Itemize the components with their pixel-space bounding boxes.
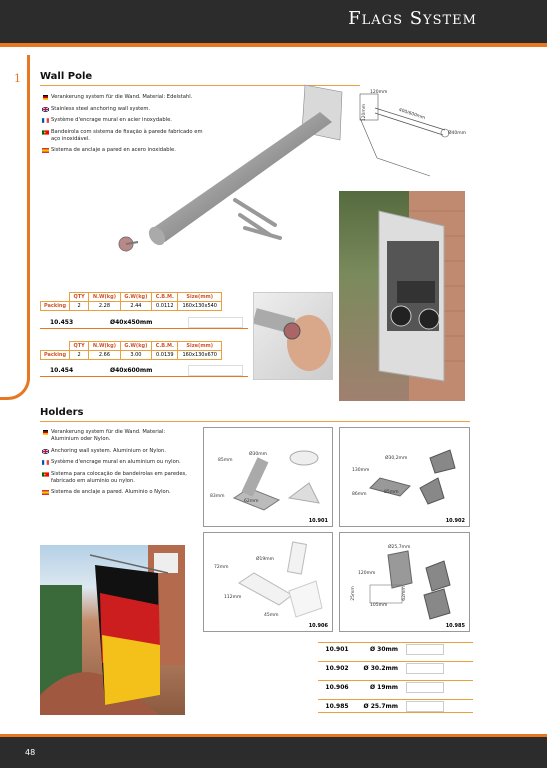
desc-fr: Système d'encrage mural en acier inoxydable. — [42, 117, 212, 124]
holder-box-10906: Ø19mm 72mm 112mm 45mm 10.906 — [203, 532, 333, 632]
france-flag-icon — [42, 118, 49, 123]
spain-flag-icon — [42, 148, 49, 153]
portugal-flag-icon — [42, 130, 49, 135]
holders-title: Holders — [40, 407, 84, 418]
price-box — [406, 701, 444, 712]
desc-en: Anchoring wall system. Aluminium or Nylon. — [42, 448, 192, 455]
product-row-10453: 10.453 Ø40x450mm — [40, 316, 248, 329]
desc-de: Verankerung system für die Wand. Material: Edelstahl. — [42, 94, 212, 101]
uk-flag-icon — [42, 107, 49, 112]
holders-divider — [40, 421, 470, 422]
price-box — [188, 365, 243, 376]
dim-length: 400/600mm — [397, 107, 426, 122]
dim-diameter: Ø40mm — [448, 131, 467, 136]
header-accent-line — [0, 43, 547, 47]
desc-es: Sistema de anclaje a pared. Aluminio o Nylon. — [42, 489, 192, 496]
desc-pt: Sistema para colocação de bandeirolas em paredes, fabricado em alumínio ou nylon. — [42, 471, 192, 485]
mounting-hand-photo — [253, 292, 333, 380]
holder-10901-image — [204, 428, 334, 528]
flag-car-photo — [339, 191, 465, 401]
price-row-10901: 10.901 Ø 30mm — [318, 642, 473, 656]
price-box — [406, 644, 444, 655]
section-side-tab — [0, 55, 30, 400]
wall-pole-image — [110, 80, 350, 265]
desc-en: Stainless steel anchoring wall system. — [42, 106, 212, 113]
wall-pole-title: Wall Pole — [40, 71, 93, 82]
page-number: 48 — [25, 748, 36, 757]
dim-height: 120mm — [362, 103, 368, 122]
desc-de: Verankerung system für die Wand. Material: Aluminium oder Nylon. — [42, 429, 192, 443]
german-flag-image — [40, 545, 185, 715]
holder-box-10901: Ø30mm 85mm 83mm 62mm 10.901 — [203, 427, 333, 527]
hand-image — [254, 293, 333, 380]
spec-table-10454: QTY N.W(kg) G.W(kg) C.B.M. Size(mm) Packing 2 2.66 3.00 0.0139 160x130x670 — [40, 341, 222, 360]
desc-pt: Bandeirola com sistema de fixação à parede fabricado em aço inoxidável. — [42, 129, 212, 143]
product-row-10454: 10.454 Ø40x600mm — [40, 364, 248, 377]
price-box — [406, 682, 444, 693]
holder-box-10902: Ø30,2mm 130mm 86mm 85mm 10.902 — [339, 427, 470, 527]
page-title: Flags System — [348, 8, 477, 29]
holder-10902-image — [340, 428, 471, 528]
german-flag-photo — [40, 545, 185, 715]
price-row-10906: 10.906 Ø 19mm — [318, 680, 473, 694]
france-flag-icon — [42, 460, 49, 465]
holder-10906-image — [204, 533, 334, 633]
germany-flag-icon — [42, 430, 49, 435]
portugal-flag-icon — [42, 472, 49, 477]
price-box — [188, 317, 243, 328]
spain-flag-icon — [42, 490, 49, 495]
section-number: 1 — [14, 72, 21, 85]
uk-flag-icon — [42, 449, 49, 454]
holders-descriptions — [42, 429, 192, 501]
footer-bar — [0, 737, 547, 768]
price-box — [406, 663, 444, 674]
dim-width: 120mm — [370, 90, 388, 95]
holder-box-10985: Ø25,7mm 120mm 25mm 105mm 62mm 10.985 — [339, 532, 470, 632]
desc-fr: Système d'encrage mural en aluminium ou nylon. — [42, 459, 192, 466]
germany-flag-icon — [42, 95, 49, 100]
price-row-10985: 10.985 Ø 25.7mm — [318, 699, 473, 713]
car-flag-image — [339, 191, 465, 401]
price-row-10902: 10.902 Ø 30.2mm — [318, 661, 473, 675]
desc-es: Sistema de anclaje a pared en acero inoxidable. — [42, 147, 212, 154]
spec-table-10453: QTY N.W(kg) G.W(kg) C.B.M. Size(mm) Packing 2 2.28 2.44 0.0112 160x130x540 — [40, 292, 222, 311]
